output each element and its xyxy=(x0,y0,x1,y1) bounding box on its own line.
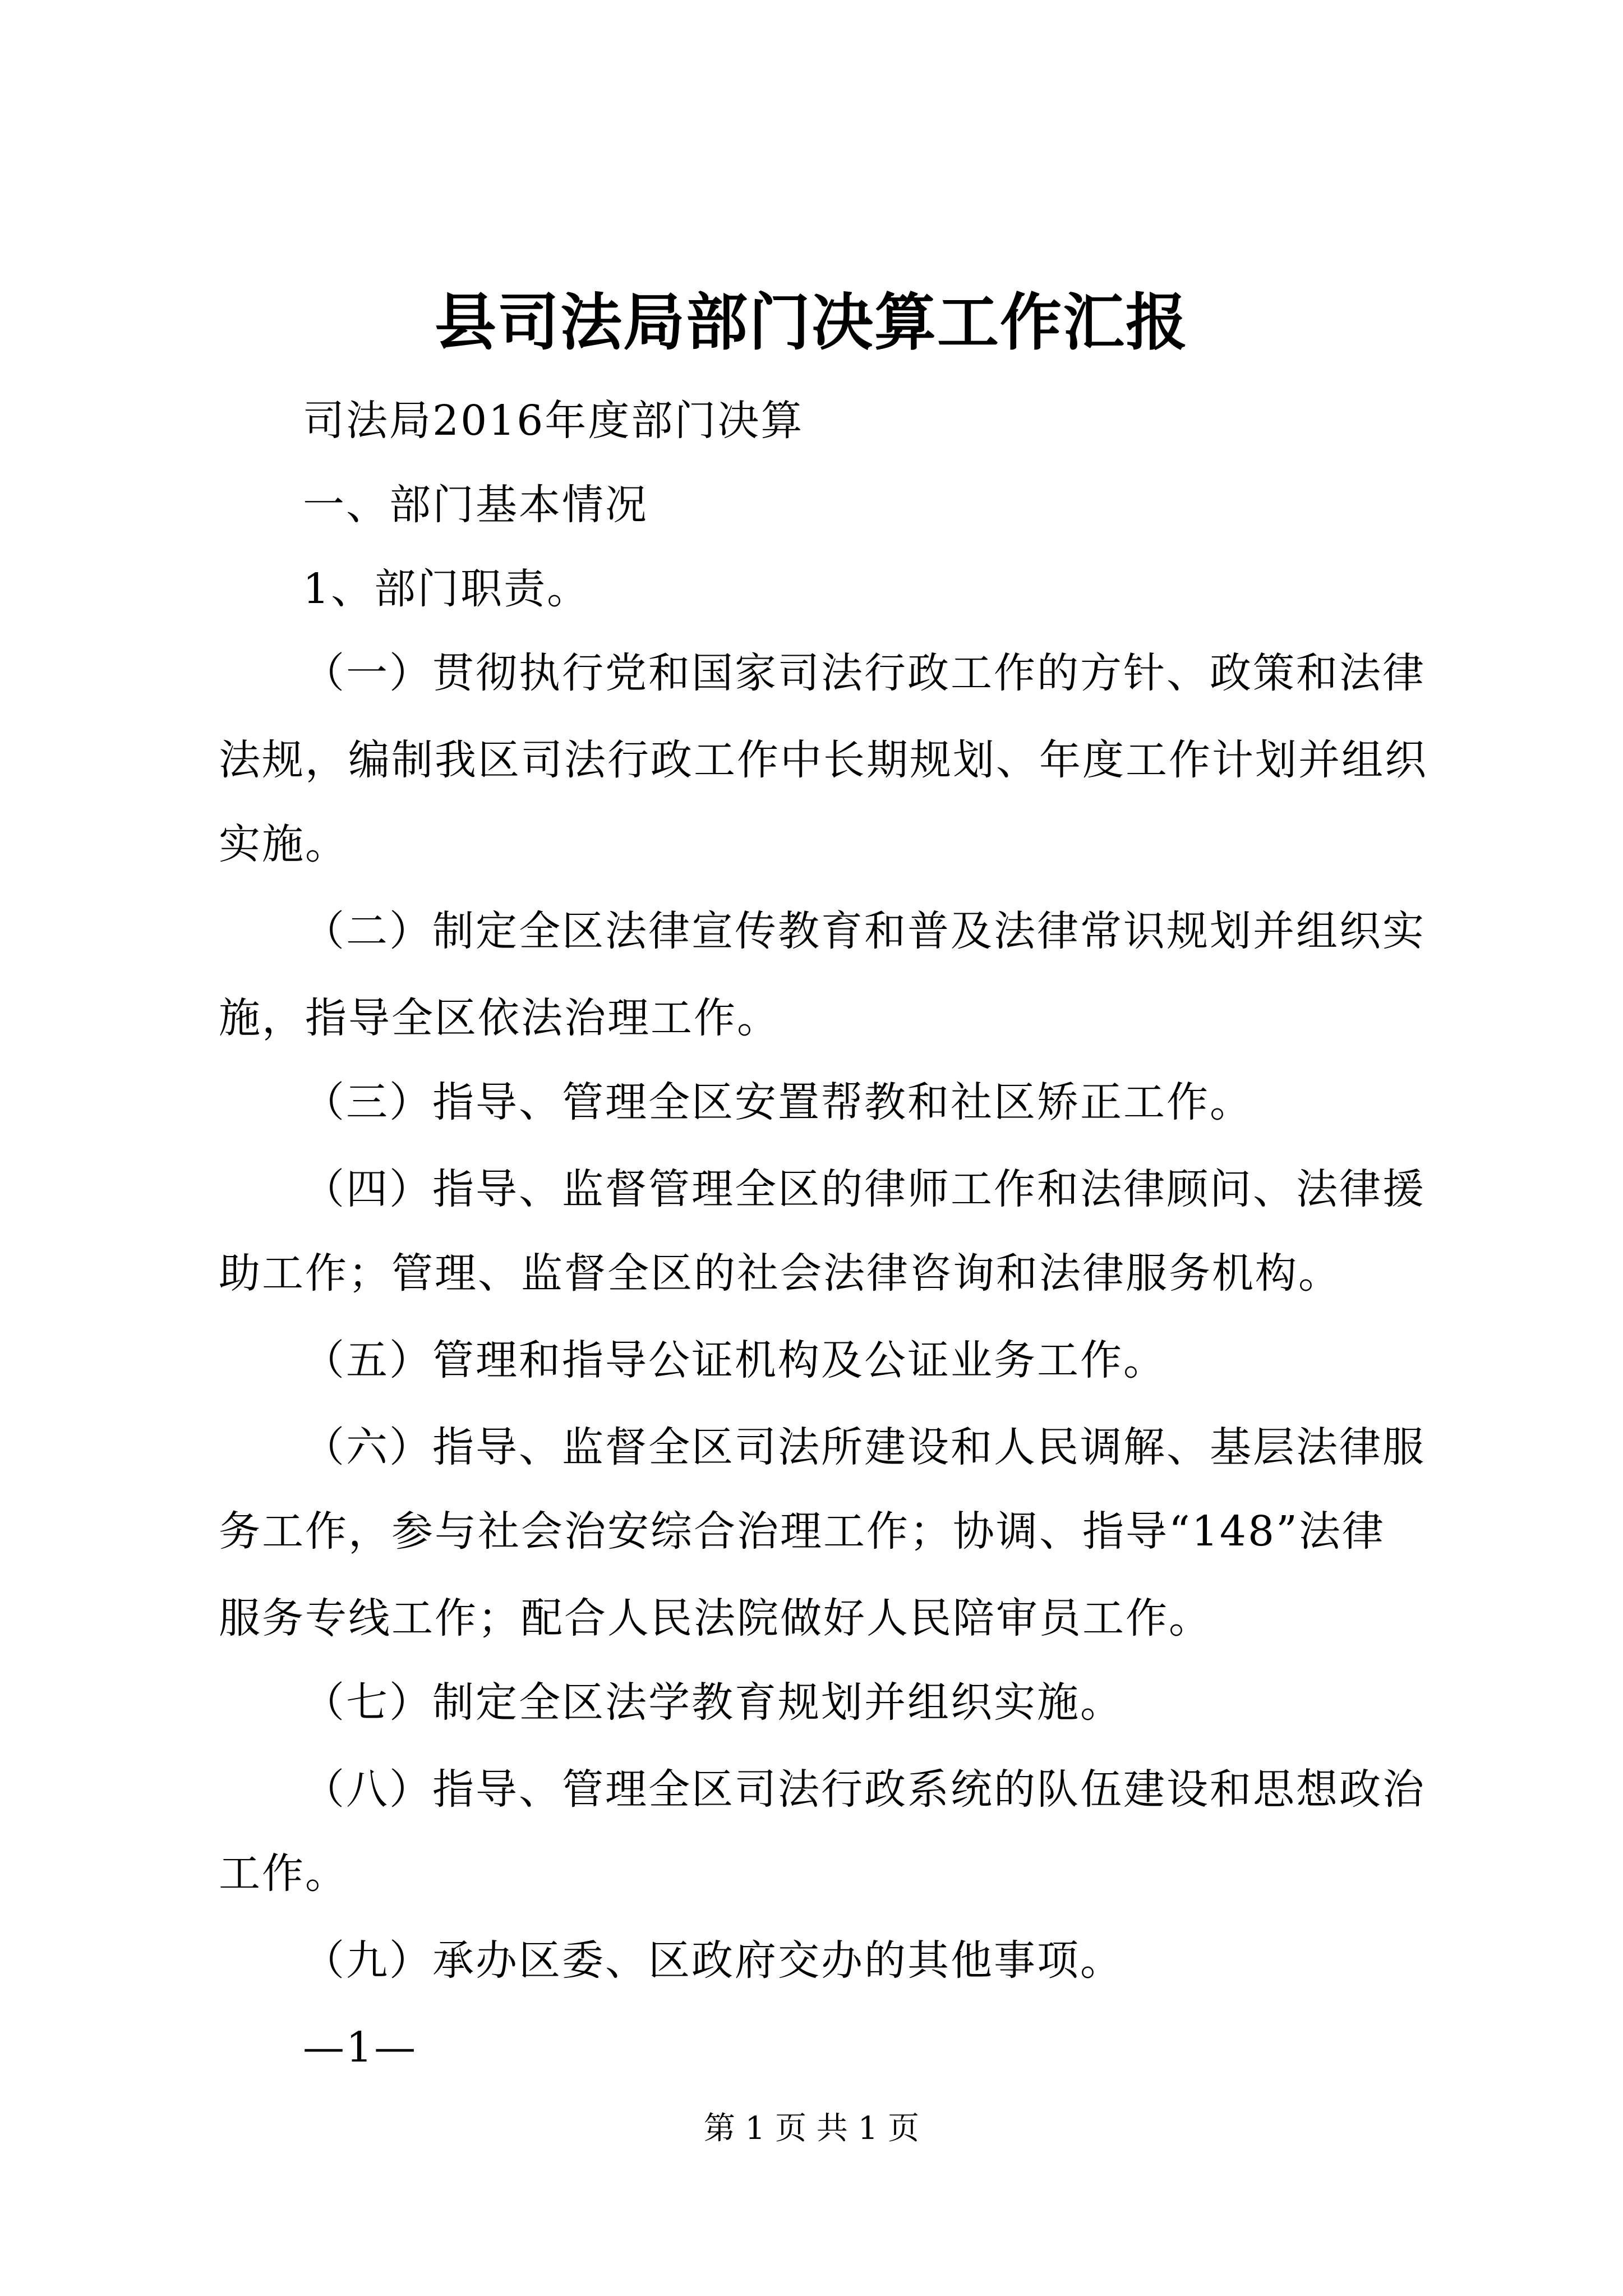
body-line: （九）承办区委、区政府交办的其他事项。 xyxy=(303,1936,1123,1985)
body-line: （五）管理和指导公证机构及公证业务工作。 xyxy=(303,1336,1166,1384)
section-heading: 一、部门基本情况 xyxy=(303,481,648,529)
body-line: （四）指导、监督管理全区的律师工作和法律顾问、法律援 xyxy=(303,1165,1426,1213)
body-line: （七）制定全区法学教育规划并组织实施。 xyxy=(303,1678,1123,1727)
page-footer: 第 1 页 共 1 页 xyxy=(703,2110,920,2147)
body-line: （一）贯彻执行党和国家司法行政工作的方针、政策和法律 xyxy=(303,649,1426,697)
body-line: （六）指导、监督全区司法所建设和人民调解、基层法律服 xyxy=(303,1423,1426,1471)
body-line: 实施。 xyxy=(219,820,348,868)
body-line: 务工作，参与社会治安综合治理工作；协调、指导“148”法律 xyxy=(219,1507,1385,1556)
sub-heading: 1、部门职责。 xyxy=(303,565,591,613)
body-line: 工作。 xyxy=(219,1849,348,1898)
document-title: 县司法局部门决算工作汇报 xyxy=(435,286,1188,358)
body-line: （八）指导、管理全区司法行政系统的队伍建设和思想政治 xyxy=(303,1765,1426,1814)
body-line: （三）指导、管理全区安置帮教和社区矫正工作。 xyxy=(303,1078,1253,1126)
page-mark: —1— xyxy=(303,2023,418,2072)
document-subtitle: 司法局2016年度部门决算 xyxy=(303,397,804,445)
body-line: 助工作；管理、监督全区的社会法律咨询和法律服务机构。 xyxy=(219,1249,1341,1297)
body-line: 服务专线工作；配合人民法院做好人民陪审员工作。 xyxy=(219,1594,1212,1642)
body-line: 法规，编制我区司法行政工作中长期规划、年度工作计划并组织 xyxy=(219,736,1428,784)
body-line: （二）制定全区法律宣传教育和普及法律常识规划并组织实 xyxy=(303,907,1426,955)
body-line: 施，指导全区依法治理工作。 xyxy=(219,994,780,1042)
